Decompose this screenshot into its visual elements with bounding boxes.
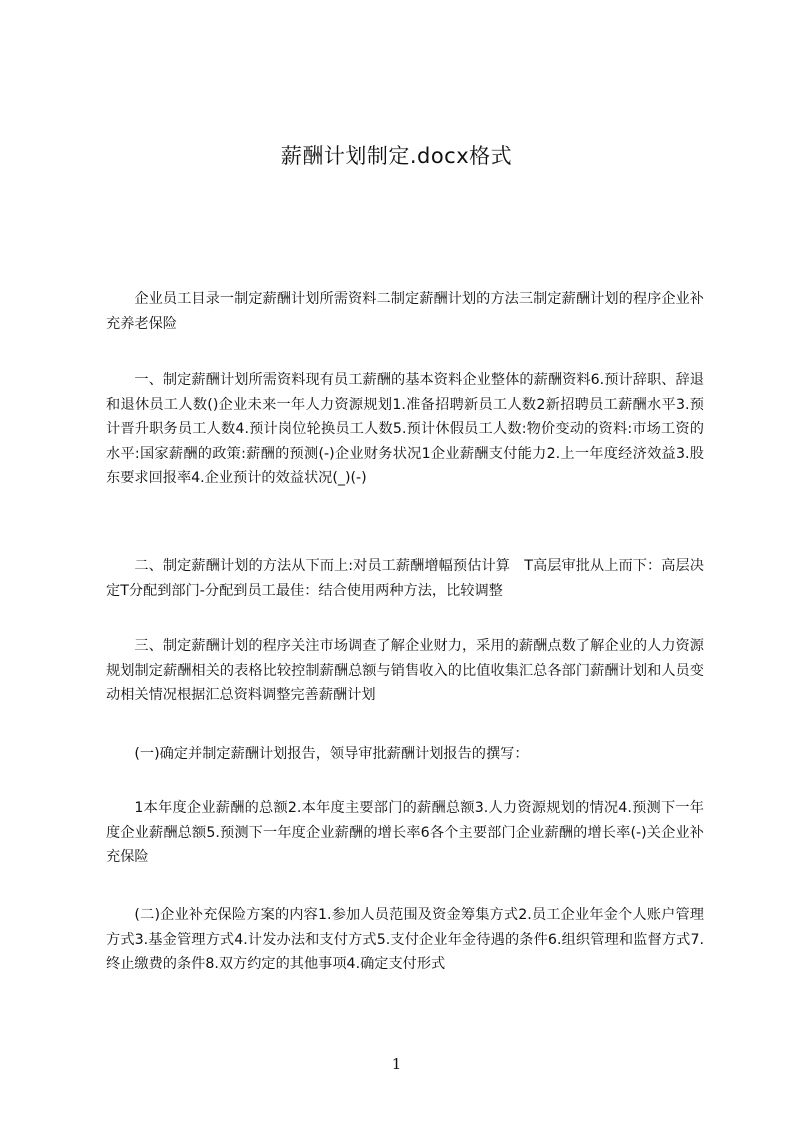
page-number: 1 xyxy=(391,1055,402,1073)
paragraph-section-two: 二、制定薪酬计划的方法从下而上:对员工薪酬增幅预估计算 T高层审批从上而下：高层决定T分配到部门-分配到员工最佳：结合使用两种方法，比较调整 xyxy=(106,558,704,599)
paragraph-subsection-two: (二)企业补充保险方案的内容1.参加人员范围及资金筹集方式2.员工企业年金个人账户管理方式3.基金管理方式4.计发办法和支付方式5.支付企业年金待遇的条件6.组织管理和监督方式7.终止缴费的条件8.双方约定的其他事项4.确定支付形式 xyxy=(106,907,704,972)
paragraph-subsection-one: (一)确定并制定薪酬计划报告，领导审批薪酬计划报告的撰写： xyxy=(134,746,529,762)
document-title: 薪酬计划制定.docx格式 xyxy=(280,144,513,168)
paragraph-section-one: 一、制定薪酬计划所需资料现有员工薪酬的基本资料企业整体的薪酬资料6.预计辞职、辞退和退休员工人数()企业未来一年人力资源规划1.准备招聘新员工人数2新招聘员工薪酬水平3.预计晋升职务员工人数4.预计岗位轮换员工人数5.预计休假员工人数:物价变动的资料:市场工资的水平:国家薪酬的政策:薪酬的预测(-)企业财务状况1企业薪酬支付能力2.上一年度经济效益3.股东要求回报率4.企业预计的效益状况(_)(-) xyxy=(106,372,704,486)
paragraph-report-items: 1本年度企业薪酬的总额2.本年度主要部门的薪酬总额3.人力资源规划的情况4.预测下一年度企业薪酬总额5.预测下一年度企业薪酬的增长率6各个主要部门企业薪酬的增长率(-)关企业补充保险 xyxy=(106,800,704,865)
paragraph-table-of-contents: 企业员工目录一制定薪酬计划所需资料二制定薪酬计划的方法三制定薪酬计划的程序企业补充养老保险 xyxy=(106,291,704,332)
paragraph-section-three: 三、制定薪酬计划的程序关注市场调查了解企业财力，采用的薪酬点数了解企业的人力资源规划制定薪酬相关的表格比较控制薪酬总额与销售收入的比值收集汇总各部门薪酬计划和人员变动相关情况根据汇总资料调整完善薪酬计划 xyxy=(106,638,704,703)
